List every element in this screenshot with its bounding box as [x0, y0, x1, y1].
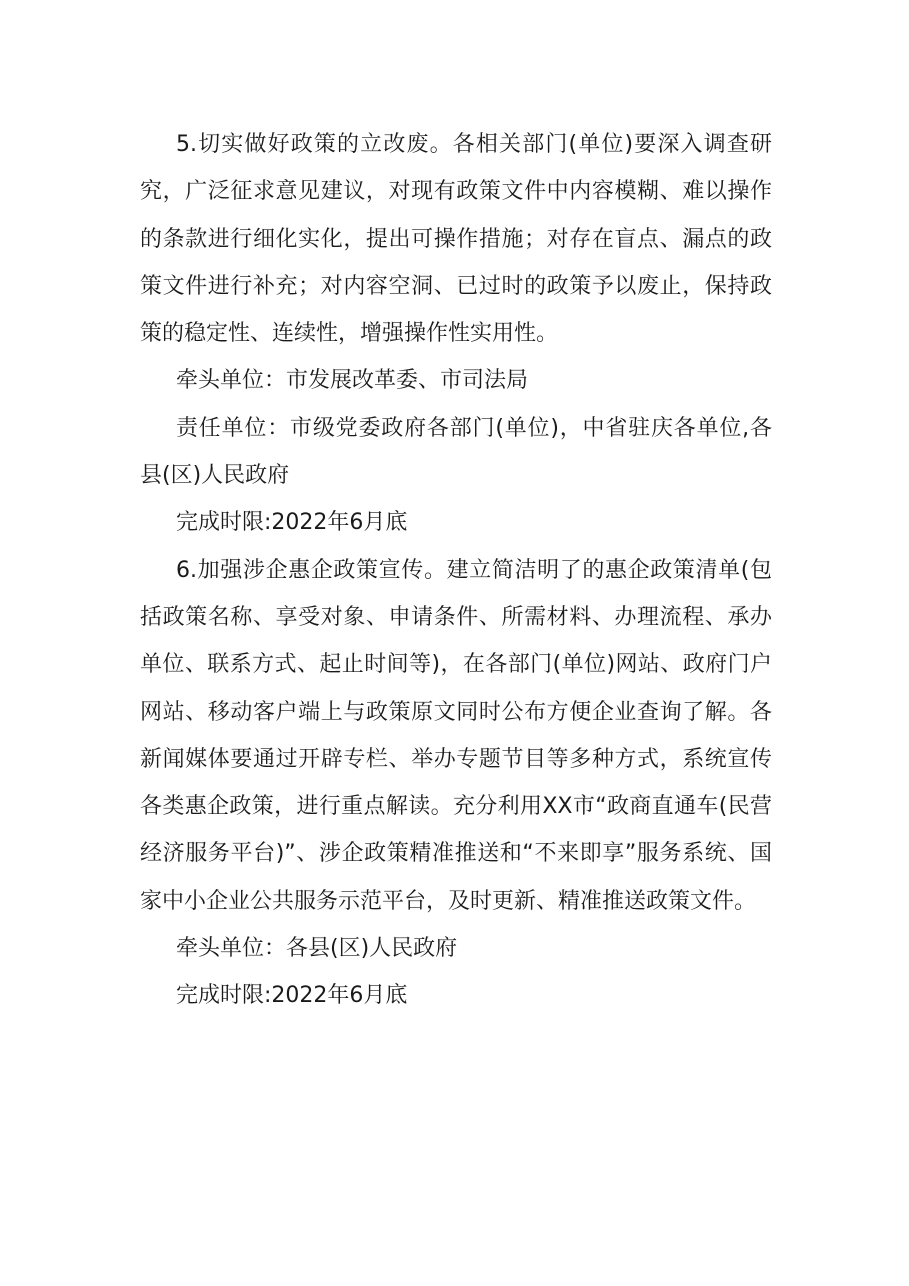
- document-body: [140, 121, 772, 1020]
- deadline-line: 完成时限:2022年6月底: [176, 510, 408, 536]
- deadline-line: 完成时限:2022年6月底: [176, 983, 408, 1009]
- lead-unit-line: 牵头单位：市发展改革委、市司法局: [176, 368, 529, 394]
- paragraph-item-5: 5.切实做好政策的立改废。各相关部门(单位)要深入调查研究，广泛征求意见建议，对现有政策文件中内容模糊、难以操作的条款进行细化实化，提出可操作措施；对存在盲点、漏点的政策文件进行补充；对内容空洞、已过时的政策予以废止，保持政策的稳定性、连续性，增强操作性实用性。: [140, 132, 772, 347]
- responsible-unit-line: 责任单位：市级党委政府各部门(单位)，中省驻庆各单位,各县(区)人民政府: [140, 415, 772, 489]
- paragraph-item-6: 6.加强涉企惠企政策宣传。建立简洁明了的惠企政策清单(包括政策名称、享受对象、申请条件、所需材料、办理流程、承办单位、联系方式、起止时间等)，在各部门(单位)网站、政府门户网站、移动客户端上与政策原文同时公布方便企业查询了解。各新闻媒体要通过开辟专栏、举办专题节目等多种方式，系统宣传各类惠企政策，进行重点解读。充分利用XX市“政商直通车(民营经济服务平台)”、涉企政策精准推送和“不来即享”服务系统、国家中小企业公共服务示范平台，及时更新、精准推送政策文件。: [140, 557, 773, 914]
- lead-unit-line: 牵头单位：各县(区)人民政府: [176, 936, 458, 962]
